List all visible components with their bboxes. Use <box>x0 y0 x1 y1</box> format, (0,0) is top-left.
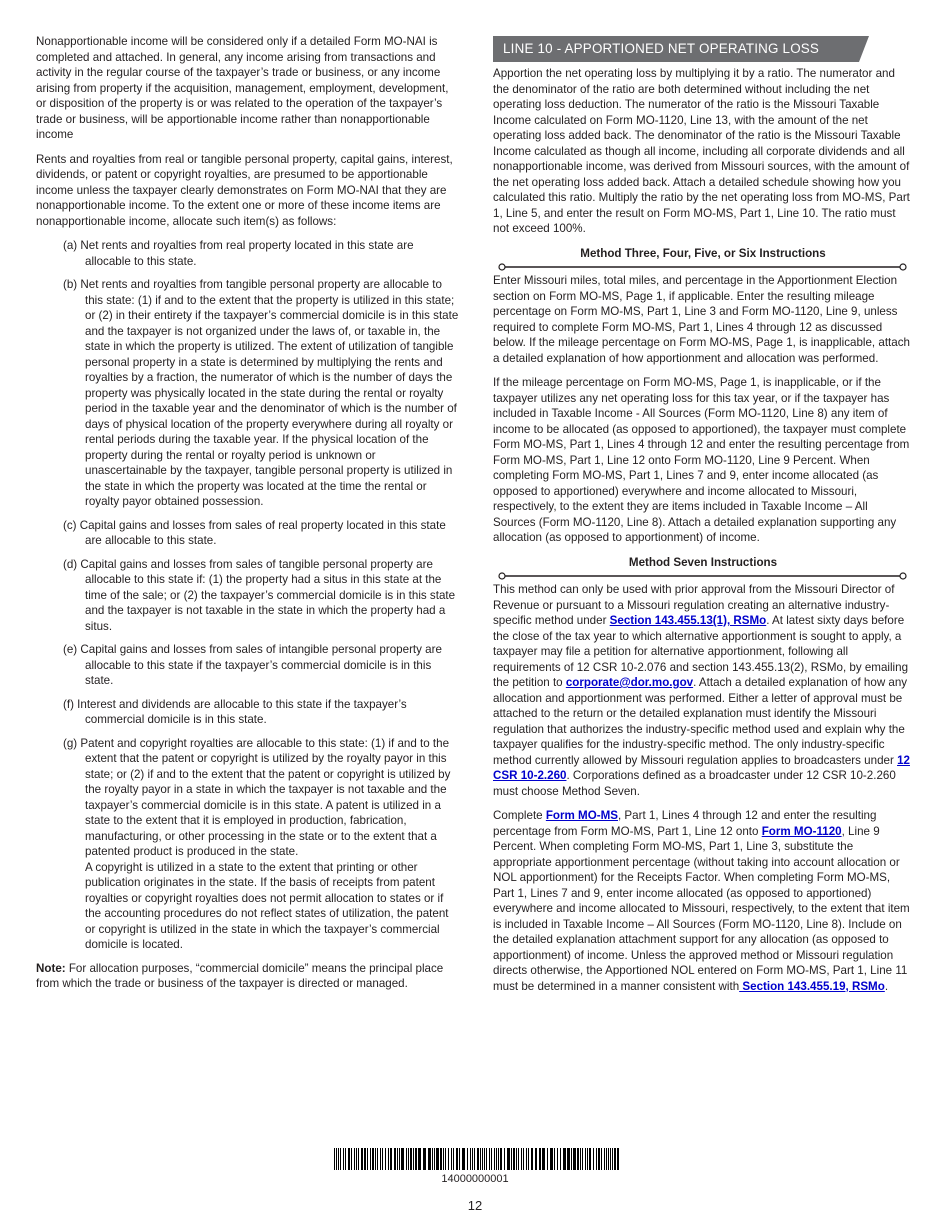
barcode-bar <box>593 1148 594 1170</box>
barcode-bar <box>394 1148 396 1170</box>
note-paragraph <box>36 961 460 992</box>
text-span: This method can only be used with prior approval from the Missouri Director of Revenue or pursuant to a Missouri regulation creating an alternative industry-specific method under <box>493 583 895 627</box>
barcode-bar <box>500 1148 502 1170</box>
barcode-bar <box>498 1148 499 1170</box>
barcode-bar <box>526 1148 527 1170</box>
barcode-bar <box>408 1148 409 1170</box>
allocation-item-e: (e) Capital gains and losses from sales of intangible personal property are allocable to this state if the taxpayer’s commercial domicile is in this state. <box>63 643 442 687</box>
barcode-bar <box>343 1148 344 1170</box>
section-divider <box>493 572 913 580</box>
barcode-bar <box>348 1148 350 1170</box>
barcode-bar <box>434 1148 435 1170</box>
text-span: , Part 1, Lines 4 through 12 and enter the resulting percentage from Form MO-MS, Part 1, Line 12 onto <box>493 809 877 838</box>
barcode-bar <box>598 1148 600 1170</box>
barcode-bar <box>550 1148 553 1170</box>
allocation-item-a: (a) Net rents and royalties from real property located in this state are allocable to this state. <box>63 239 414 268</box>
barcode-bar <box>542 1148 545 1170</box>
barcode-bar <box>482 1148 483 1170</box>
barcode-bar <box>375 1148 376 1170</box>
barcode-bar <box>563 1148 566 1170</box>
barcode-bar <box>367 1148 368 1170</box>
barcode-bar <box>518 1148 519 1170</box>
section-143-455-19-link[interactable]: Section 143.455.19, RSMo <box>739 979 885 993</box>
barcode-bar <box>474 1148 475 1170</box>
allocation-item-d: (d) Capital gains and losses from sales of tangible personal property are allocable to this state if: (1) the property had a situs in this state at the time of the sale; or (2) the taxpayer’s commercial domicile is in this state and the taxpayer is not taxable in the state in which the property had a situs. <box>63 557 456 633</box>
barcode-bar <box>356 1148 357 1170</box>
banner-title: LINE 10 - APPORTIONED NET OPERATING LOSS <box>503 41 820 56</box>
barcode-bar <box>484 1148 485 1170</box>
barcode-bar <box>436 1148 439 1170</box>
barcode-bar <box>380 1148 381 1170</box>
barcode-bar <box>513 1148 515 1170</box>
nol-paragraph: Apportion the net operating loss by multiplying it by a ratio. The numerator and the denominator of the ratio are both determined without including the net operating loss deduction. The numerator of the ratio is the Missouri Taxable Income calculated on Form MO-1120, Line 13, with the amount of the net operating loss added back. The denominator of the ratio is the Missouri Taxable Income calculated as though all income, including all corporate dividends and all nonapportionable income, was derived from Missouri sources, with the amount of the net operating loss added back. Attach a detailed schedule showing how you calculated this ratio. Multiply the ratio by the net operating loss from MO-MS, Part 1, Line 5, and enter the result on Form MO-MS, Part 1, Line 10. The ratio must not exceed 100%. <box>493 67 910 235</box>
barcode-bar <box>504 1148 505 1170</box>
barcode-bar <box>560 1148 561 1170</box>
section-banner <box>493 36 913 62</box>
barcode-bar <box>507 1148 510 1170</box>
barcode-bar <box>516 1148 517 1170</box>
barcode-bar <box>491 1148 492 1170</box>
barcode-bar <box>364 1148 366 1170</box>
barcode-bar <box>390 1148 392 1170</box>
text-span: Complete <box>493 809 546 822</box>
barcode <box>334 1148 620 1170</box>
text-span: . At latest sixty days before the close of the tax year to which alternative apportionment is sought to apply, a taxpayer may file a petition for alternative apportionment, following all requirements of 12 CSR 10-2.076 and section 143.455.13(2), RSMo, by emailing the petition to <box>493 614 909 689</box>
barcode-bar <box>614 1148 616 1170</box>
barcode-bar <box>372 1148 374 1170</box>
barcode-bar <box>535 1148 537 1170</box>
barcode-bar <box>580 1148 581 1170</box>
nonapportionable-paragraph: Nonapportionable income will be considered only if a detailed Form MO-NAI is completed and attached. In general, any income arising from transactions and activity in the regular course of the taxpayer’s trade or business, or any income arising from property if the acquisition, management, employment, development, or disposition of the property is or was related to the operation of the taxpayer’s trade or business, will be apportionable income rather than nonapportionable income <box>36 35 449 141</box>
csr-10-2-260-link[interactable]: 12 CSR 10-2.260 <box>493 753 910 782</box>
barcode-bar <box>462 1148 465 1170</box>
barcode-bar <box>354 1148 355 1170</box>
text-span: . Attach a detailed explanation of how any allocation and apportionment was performed. Either a letter of approval must be attached to the return or the detailed explanation must identify the Missouri regulation that authorizes the industry-specific method used and explain why the taxpayer qualifies for the industry-specific method. The only industry-specific method currently allowed by Missouri regulation applies to broadcasters under <box>493 676 908 767</box>
barcode-bar <box>608 1148 609 1170</box>
barcode-bar <box>428 1148 431 1170</box>
barcode-bar <box>585 1148 586 1170</box>
email-link[interactable]: corporate@dor.mo.gov <box>565 676 694 689</box>
allocation-item-c: (c) Capital gains and losses from sales of real property located in this state are allocable to this state. <box>63 518 446 547</box>
barcode-bar <box>589 1148 591 1170</box>
barcode-bar <box>494 1148 495 1170</box>
barcode-bar <box>440 1148 442 1170</box>
barcode-bar <box>601 1148 602 1170</box>
barcode-bar <box>397 1148 398 1170</box>
barcode-bar <box>596 1148 597 1170</box>
barcode-bar <box>610 1148 611 1170</box>
barcode-bar <box>413 1148 414 1170</box>
barcode-bar <box>489 1148 490 1170</box>
text-span: . Corporations defined as a broadcaster under 12 CSR 10-2.260 must choose Method Seven. <box>493 769 896 798</box>
barcode-bar <box>432 1148 433 1170</box>
barcode-bar <box>587 1148 588 1170</box>
barcode-bar <box>456 1148 458 1170</box>
text-span: . <box>884 979 889 993</box>
allocation-item-f: (f) Interest and dividends are allocable to this state if the taxpayer’s commercial domicile is in this state. <box>63 697 407 726</box>
barcode-bar <box>539 1148 541 1170</box>
form-mo-1120-link[interactable]: Form MO-1120 <box>761 824 842 838</box>
barcode-bar <box>470 1148 471 1170</box>
right-column <box>493 34 913 1003</box>
note-label: Note: <box>36 961 66 975</box>
method-3-6-heading: Method Three, Four, Five, or Six Instructions <box>580 246 826 260</box>
barcode-bar <box>401 1148 404 1170</box>
form-mo-ms-link[interactable]: Form MO-MS <box>545 809 618 822</box>
barcode-bar <box>448 1148 449 1170</box>
barcode-bar <box>567 1148 570 1170</box>
inapplicable-paragraph: If the mileage percentage on Form MO-MS, Page 1, is inapplicable, or if the taxpayer utilizes any net operating loss for this tax year, or if the taxpayer has included in Taxable Income - All Sources (Form MO-1120, Line 8) any item of income to be allocated (as opposed to apportioned), the taxpayer must complete Form MO-MS, Part 1, Lines 4 through 12 and enter the resulting percentage from Form MO-MS, Part 1, Line 12 onto Form MO-1120, Line 9 Percent. When completing Form MO-MS, Part 1, Lines 7 and 9, enter income allocated (as opposed to apportioned) everywhere and income allocated to Missouri, respectively, to the extent they are items included in Taxable Income – All Sources (Form MO-1120, Line 8). Attach a detailed explanation supporting any allocation (as opposed to apportionment) of income. <box>493 376 910 544</box>
barcode-bar <box>477 1148 479 1170</box>
mileage-paragraph: Enter Missouri miles, total miles, and percentage in the Apportionment Election section on Form MO-MS, Page 1, if applicable. Enter the resulting mileage percentage on Form MO-MS, Part 1, Line 3 and Form MO-1120, Line 9, unless required to complete Form MO-MS, Part 1, Lines 4 through 12 as discussed below. If the mileage percentage on Form MO-MS, Page 1, is inapplicable, attach a detailed explanation of how apportionment and allocation was performed. <box>493 274 910 365</box>
barcode-bar <box>459 1148 460 1170</box>
barcode-bar <box>606 1148 607 1170</box>
barcode-bar <box>370 1148 371 1170</box>
barcode-bar <box>410 1148 412 1170</box>
allocation-item-g-copyright: A copyright is utilized in a state to the extent that printing or other publication originates in the state. If the basis of receipts from patent royalties or copyright royalties does not permit allocation to states or if the accounting procedures do not reflect states of utilization, the patent or copyright is utilized in the state in which the taxpayer’s commercial domicile is located. <box>85 860 449 951</box>
barcode-bar <box>336 1148 337 1170</box>
barcode-bar <box>523 1148 524 1170</box>
barcode-bar <box>496 1148 497 1170</box>
barcode-bar <box>385 1148 386 1170</box>
barcode-bar <box>351 1148 352 1170</box>
barcode-bar <box>345 1148 346 1170</box>
barcode-bar <box>554 1148 555 1170</box>
barcode-bar <box>612 1148 613 1170</box>
allocation-item-b: (b) Net rents and royalties from tangible personal property are allocable to this state: (1) if and to the extent that the property is utilized in this state; or (2) in their entirety if the taxpayer’s commercial domicile is in this state and the taxpayer is not organized under the laws of, or taxable in, the state in which the property is utilized. The extent of utilization of tangible personal property in a state is determined by multiplying the rents and royalties by a fraction, the numerator of which is the number of days the property was physically located in the state during the rental or royalty period in the taxable year and the denominator of which is the number of days of physical location of the property everywhere during all royalty or rental periods during the taxable year. If the physical location of the property during the rental or royalty period is unknown or unascertainable by the taxpayer, tangible personal property is utilized in the state in which the property was located at the time the rental or royalty payor obtained possession. <box>63 278 459 508</box>
barcode-bar <box>573 1148 576 1170</box>
text-span: , Line 9 Percent. When completing Form MO-MS, Part 1, Line 3, substitute the appropriate apportionment percentage (without taking into account allocation or NOL apportionment) for the Receipts Factor. When completing Form MO-MS, Part 1, Lines 7 and 9, enter income allocated (as opposed to apportioned) everywhere and income allocated to Missouri, respectively, to the extent that item is included in Taxable Income – All Sources (Form MO-1120, Line 8). Include on the detailed explanation attachment support for any allocation (as opposed to apportionment) of income. Unless the approved method or Missouri regulation directs otherwise, the Apportioned NOL entered on Form MO-MS, Part 1, Line 11 must be determined in a manner consistent with <box>493 824 910 993</box>
barcode-bar <box>334 1148 335 1170</box>
section-divider <box>493 263 913 271</box>
barcode-bar <box>340 1148 341 1170</box>
barcode-number: 14000000001 <box>441 1173 509 1185</box>
barcode-bar <box>358 1148 359 1170</box>
barcode-bar <box>486 1148 487 1170</box>
barcode-bar <box>604 1148 605 1170</box>
barcode-bar <box>547 1148 548 1170</box>
barcode-bar <box>338 1148 339 1170</box>
barcode-bar <box>582 1148 583 1170</box>
allocation-item-g: (g) Patent and copyright royalties are allocable to this state: (1) if and to the extent that the patent or copyright is utilized by the royalty payor in this state; or (2) if and to the extent that the patent or copyright is utilized by the royalty payor in a state in which the taxpayer is not taxable and the taxpayer’s commercial domicile is in this state. A patent is utilized in a state to the extent that it is employed in production, fabrication, manufacturing, or other processing in the state or to the extent that a patented product is produced in the state. <box>63 736 451 858</box>
barcode-bar <box>480 1148 481 1170</box>
barcode-bar <box>528 1148 529 1170</box>
method-7-heading: Method Seven Instructions <box>628 555 778 569</box>
method-seven-paragraph <box>493 582 913 799</box>
barcode-bar <box>399 1148 400 1170</box>
section-143-455-13-link[interactable]: Section 143.455.13(1), RSMo <box>609 614 767 627</box>
barcode-bar <box>472 1148 473 1170</box>
barcode-bar <box>388 1148 389 1170</box>
barcode-bar <box>577 1148 579 1170</box>
barcode-bar <box>511 1148 512 1170</box>
barcode-bar <box>415 1148 417 1170</box>
barcode-bar <box>521 1148 522 1170</box>
note-text: For allocation purposes, “commercial domicile” means the principal place from which the trade or business of the taxpayer is directed or managed. <box>36 961 444 990</box>
barcode-bar <box>617 1148 619 1170</box>
barcode-bar <box>453 1148 454 1170</box>
barcode-bar <box>406 1148 407 1170</box>
barcode-bar <box>361 1148 363 1170</box>
left-column <box>36 34 460 1001</box>
barcode-bar <box>445 1148 446 1170</box>
complete-form-paragraph <box>493 808 913 994</box>
barcode-bar <box>531 1148 533 1170</box>
barcode-bar <box>443 1148 444 1170</box>
barcode-bar <box>467 1148 468 1170</box>
barcode-bar <box>382 1148 383 1170</box>
barcode-bar <box>377 1148 378 1170</box>
barcode-bar <box>557 1148 558 1170</box>
rents-royalties-paragraph: Rents and royalties from real or tangible personal property, capital gains, interest, dividends, or patent or copyright royalties, are presumed to be apportionable income unless the taxpayer clearly demonstrates on Form MO-NAI that they are nonapportionable income. To the extent one or more of these income items are nonapportionable income, allocate such item(s) as follows: <box>36 152 453 228</box>
barcode-bar <box>451 1148 452 1170</box>
barcode-bar <box>418 1148 421 1170</box>
page-number: 12 <box>467 1198 483 1213</box>
barcode-bar <box>571 1148 572 1170</box>
barcode-bar <box>423 1148 426 1170</box>
